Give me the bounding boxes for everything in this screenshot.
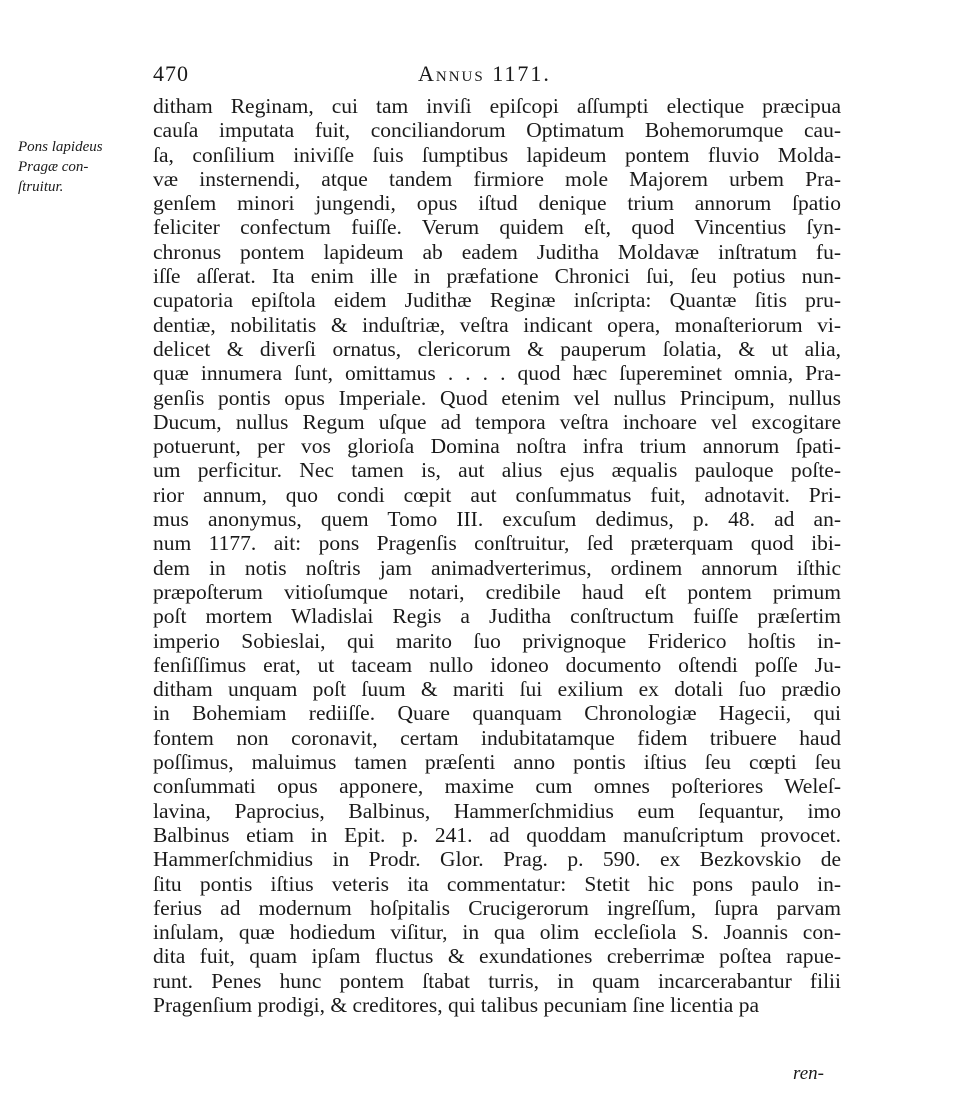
page-header	[153, 56, 713, 92]
text-line: num 1177. ait: pons Pragenſis conſtruitur, ſed præterquam quod ibi-	[153, 531, 841, 556]
text-line: rior annum, quo condi cœpit aut conſummatus fuit, adnotavit. Pri-	[153, 482, 841, 507]
text-line: feliciter confectum fuiſſe. Verum quidem eſt, quod Vincentius ſyn-	[153, 215, 841, 240]
body-text	[153, 94, 841, 1017]
text-line: lavina, Paprocius, Balbinus, Hammerſchmidius eum ſequantur, imo	[153, 798, 841, 823]
text-line: poſſimus, maluimus tamen præſenti anno pontis iſtius ſeu cœpti ſeu	[153, 750, 841, 775]
text-line: conſummati opus apponere, maxime cum omnes poſteriores Weleſ-	[153, 774, 841, 799]
text-line: ditham unquam poſt ſuum & mariti ſui exilium ex dotali ſuo prædio	[153, 677, 841, 702]
text-line: genſem minori jungendi, opus iſtud denique trium annorum ſpatio	[153, 191, 841, 216]
text-line: fontem non coronavit, certam indubitatamque fidem tribuere haud	[153, 725, 841, 750]
text-line: Balbinus etiam in Epit. p. 241. ad quoddam manuſcriptum provocet.	[153, 822, 841, 847]
text-line: potuerunt, per vos glorioſa Domina noſtra infra trium annorum ſpati-	[153, 434, 841, 459]
page-number: 470	[153, 61, 189, 86]
text-line: iſſe aſſerat. Ita enim ille in præfatione Chronici ſui, ſeu potius nun-	[153, 264, 841, 289]
text-line: Hammerſchmidius in Prodr. Glor. Prag. p. 590. ex Bezkovskio de	[153, 847, 841, 872]
text-line: væ insternendi, atque tandem firmiore mole Majorem urbem Pra-	[153, 166, 841, 191]
text-line: dita fuit, quam ipſam fluctus & exundationes creberrimæ poſtea rapue-	[153, 944, 841, 969]
text-line: ſa, conſilium iniviſſe ſuis ſumptibus lapideum pontem fluvio Molda-	[153, 142, 841, 167]
text-line: um perficitur. Nec tamen is, aut alius ejus æqualis pauloque poſte-	[153, 458, 841, 483]
text-line: præpoſterum vitioſumque notari, credibile haud eſt pontem primum	[153, 579, 841, 604]
margin-note-line: Pragæ con-	[18, 159, 89, 175]
text-line: mus anonymus, quem Tomo III. excuſum dedimus, p. 48. ad an-	[153, 507, 841, 532]
text-line: chronus pontem lapideum ab eadem Juditha Moldavæ inſtratum fu-	[153, 239, 841, 264]
text-line: ferius ad modernum hoſpitalis Crucigerorum ingreſſum, ſupra parvam	[153, 895, 841, 920]
text-line: dem in notis noſtris jam animadverterimus, ordinem annorum iſthic	[153, 555, 841, 580]
text-line: poſt mortem Wladislai Regis a Juditha conſtructum fuiſſe præſertim	[153, 604, 841, 629]
text-line: cupatoria epiſtola eidem Judithæ Reginæ inſcripta: Quantæ ſitis pru-	[153, 288, 841, 313]
catchword: ren-	[793, 1063, 824, 1084]
text-line: Ducum, nullus Regum uſque ad tempora veſtra inchoare vel excogitare	[153, 409, 841, 434]
text-line: imperio Sobieslai, qui marito ſuo privignoque Friderico hoſtis in-	[153, 628, 841, 653]
text-line: genſis pontis opus Imperiale. Quod etenim vel nullus Principum, nullus	[153, 385, 841, 410]
text-line: cauſa imputata fuit, conciliandorum Optimatum Bohemorumque cau-	[153, 118, 841, 143]
text-line: dentiæ, nobilitatis & induſtriæ, veſtra indicant opera, monaſteriorum vi-	[153, 312, 841, 337]
running-title: Annus 1171.	[418, 61, 551, 86]
text-line: in Bohemiam rediiſſe. Quare quanquam Chronologiæ Hagecii, qui	[153, 701, 841, 726]
text-line: fenſiſſimus erat, ut taceam nullo idoneo documento oſtendi poſſe Ju-	[153, 652, 841, 677]
margin-note-line: ſtruitur.	[18, 179, 64, 195]
margin-note-line: Pons lapideus	[18, 139, 103, 155]
text-line: inſulam, quæ hodiedum viſitur, in qua olim eccleſiola S. Joannis con-	[153, 920, 841, 945]
text-line: runt. Penes hunc pontem ſtabat turris, in quam incarcerabantur filii	[153, 968, 841, 993]
text-line: quæ innumera ſunt, omittamus . . . . quod hæc ſupereminet omnia, Pra-	[153, 361, 841, 386]
text-line: ditham Reginam, cui tam inviſi epiſcopi aſſumpti electique præcipua	[153, 94, 841, 118]
margin-note	[18, 137, 136, 197]
text-line: delicet & diverſi ornatus, clericorum & pauperum ſolatia, & ut alia,	[153, 336, 841, 361]
text-line: Pragenſium prodigi, & creditores, qui talibus pecuniam ſine licentia pa	[153, 992, 760, 1017]
text-line: ſitu pontis iſtius veteris ita commentatur: Stetit hic pons paulo in-	[153, 871, 841, 896]
